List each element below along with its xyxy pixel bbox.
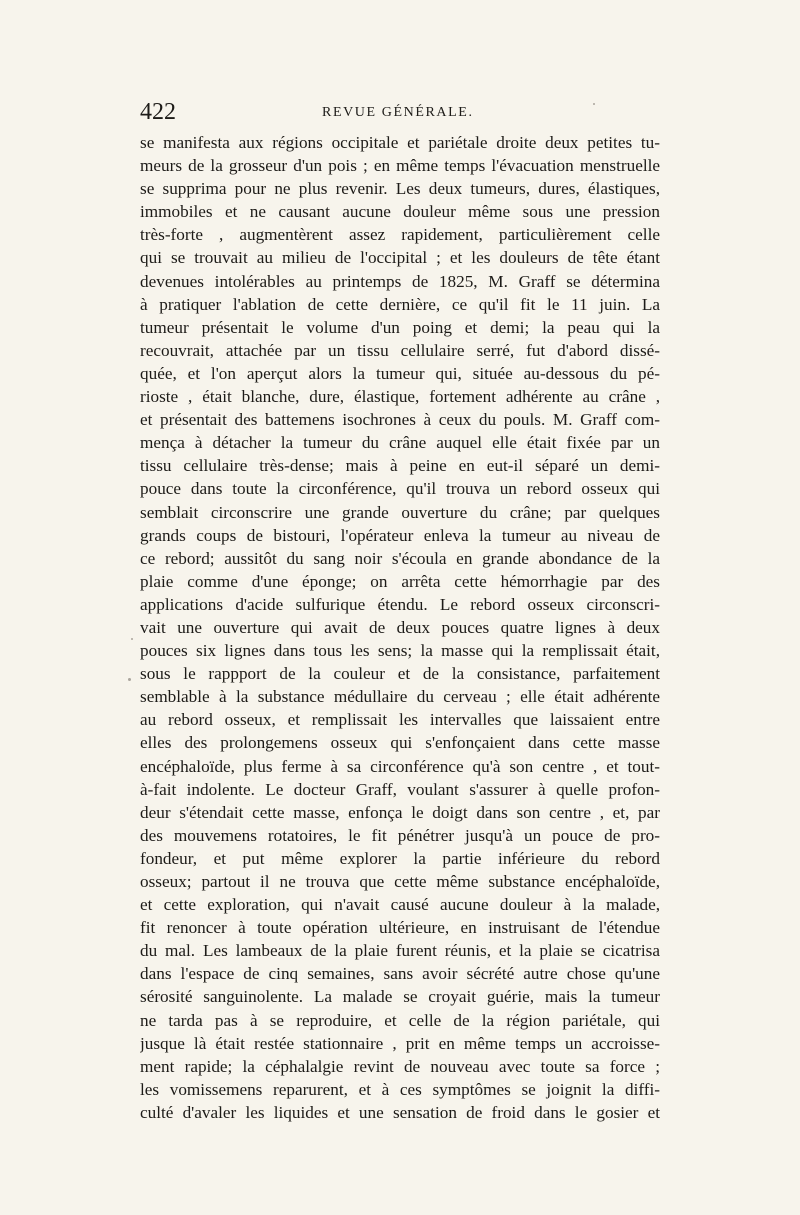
text-line: semblable à la substance médullaire du cerveau ; elle était adhérente bbox=[140, 687, 660, 707]
text-line: et cette exploration, qui n'avait causé aucune douleur à la malade, bbox=[140, 895, 660, 915]
running-title: REVUE GÉNÉRALE. bbox=[322, 105, 474, 120]
text-line: ne tarda pas à se reproduire, et celle de la région pariétale, qui bbox=[140, 1010, 660, 1030]
text-line: très-forte , augmentèrent assez rapidement, particulièrement celle bbox=[140, 225, 660, 245]
text-line: osseux; partout il ne trouva que cette même substance encéphaloïde, bbox=[140, 872, 660, 891]
text-line: recouvrait, attachée par un tissu cellulaire serré, fut d'abord dissé- bbox=[140, 340, 660, 360]
text-line: pouces six lignes dans tous les sens; la masse qui la remplissait était, bbox=[140, 641, 660, 661]
text-line: fondeur, et put même explorer la partie inférieure du rebord bbox=[140, 848, 660, 868]
text-line: au rebord osseux, et remplissait les intervalles que laissaient entre bbox=[140, 710, 660, 730]
text-line: rioste , était blanche, dure, élastique, fortement adhérente au crâne , bbox=[140, 387, 660, 407]
text-line: vait une ouverture qui avait de deux pouces quatre lignes à deux bbox=[140, 617, 660, 637]
paper-speck bbox=[593, 103, 595, 105]
page-header bbox=[140, 98, 670, 128]
paper-speck bbox=[131, 638, 133, 640]
text-line: se supprima pour ne plus revenir. Les deux tumeurs, dures, élastiques, bbox=[140, 179, 660, 199]
text-line: à pratiquer l'ablation de cette dernière, ce qu'il fit le 11 juin. La bbox=[140, 294, 660, 314]
text-line: tissu cellulaire très-dense; mais à peine en eut-il séparé un demi- bbox=[140, 456, 660, 476]
text-line: elles des prolongemens osseux qui s'enfonçaient dans cette masse bbox=[140, 733, 660, 753]
text-line: sous le rappport de la couleur et de la consistance, parfaitement bbox=[140, 664, 660, 684]
text-line: immobiles et ne causant aucune douleur même sous une pression bbox=[140, 202, 660, 222]
text-line: plaie comme d'une éponge; on arrêta cette hémorrhagie par des bbox=[140, 571, 660, 591]
text-line: et présentait des battemens isochrones à ceux du pouls. M. Graff com- bbox=[140, 410, 660, 430]
text-line: mença à détacher la tumeur du crâne auquel elle était fixée par un bbox=[140, 433, 660, 453]
text-line: ce rebord; aussitôt du sang noir s'écoula en grande abondance de la bbox=[140, 548, 660, 568]
text-line: encéphaloïde, plus ferme à sa circonférence qu'à son centre , et tout- bbox=[140, 756, 660, 776]
text-line: du mal. Les lambeaux de la plaie furent réunis, et la plaie se cicatrisa bbox=[140, 941, 660, 961]
page-number: 422 bbox=[140, 99, 176, 125]
text-line: devenues intolérables au printemps de 1825, M. Graff se détermina bbox=[140, 271, 660, 291]
text-line: qui se trouvait au milieu de l'occipital ; et les douleurs de tête étant bbox=[140, 248, 660, 268]
text-line: jusque là était restée stationnaire , prit en même temps un accroisse- bbox=[140, 1033, 660, 1053]
text-line: culté d'avaler les liquides et une sensation de froid dans le gosier et bbox=[140, 1102, 660, 1122]
text-line: les vomissemens reparurent, et à ces symptômes se joignit la diffi- bbox=[140, 1079, 660, 1099]
text-line: quée, et l'on aperçut alors la tumeur qui, située au-dessous du pé- bbox=[140, 363, 660, 383]
text-line: pouce dans toute la circonférence, qu'il trouva un rebord osseux qui bbox=[140, 479, 660, 499]
text-line: sérosité sanguinolente. La malade se croyait guérie, mais la tumeur bbox=[140, 987, 660, 1007]
text-line: applications d'acide sulfurique étendu. Le rebord osseux circonscri- bbox=[140, 594, 660, 614]
text-line: meurs de la grosseur d'un pois ; en même temps l'évacuation menstruelle bbox=[140, 156, 660, 176]
text-line: dans l'espace de cinq semaines, sans avoir sécrété autre chose qu'une bbox=[140, 964, 660, 984]
text-line: semblait circonscrire une grande ouverture du crâne; par quelques bbox=[140, 502, 660, 522]
text-line: fit renoncer à toute opération ultérieure, en instruisant de l'étendue bbox=[140, 918, 660, 938]
paper-speck bbox=[128, 678, 131, 681]
text-line: des mouvemens rotatoires, le fit pénétrer jusqu'à un pouce de pro- bbox=[140, 825, 660, 845]
text-line: grands coups de bistouri, l'opérateur enleva la tumeur au niveau de bbox=[140, 525, 660, 545]
body-text bbox=[140, 131, 660, 1124]
text-line: ment rapide; la céphalalgie revint de nouveau avec toute sa force ; bbox=[140, 1056, 660, 1076]
text-line: tumeur présentait le volume d'un poing et demi; la peau qui la bbox=[140, 317, 660, 337]
text-line: se manifesta aux régions occipitale et pariétale droite deux petites tu- bbox=[140, 133, 660, 152]
text-line: à-fait indolente. Le docteur Graff, voulant s'assurer à quelle profon- bbox=[140, 779, 660, 799]
text-line: deur s'étendait cette masse, enfonça le doigt dans son centre , et, par bbox=[140, 802, 660, 822]
